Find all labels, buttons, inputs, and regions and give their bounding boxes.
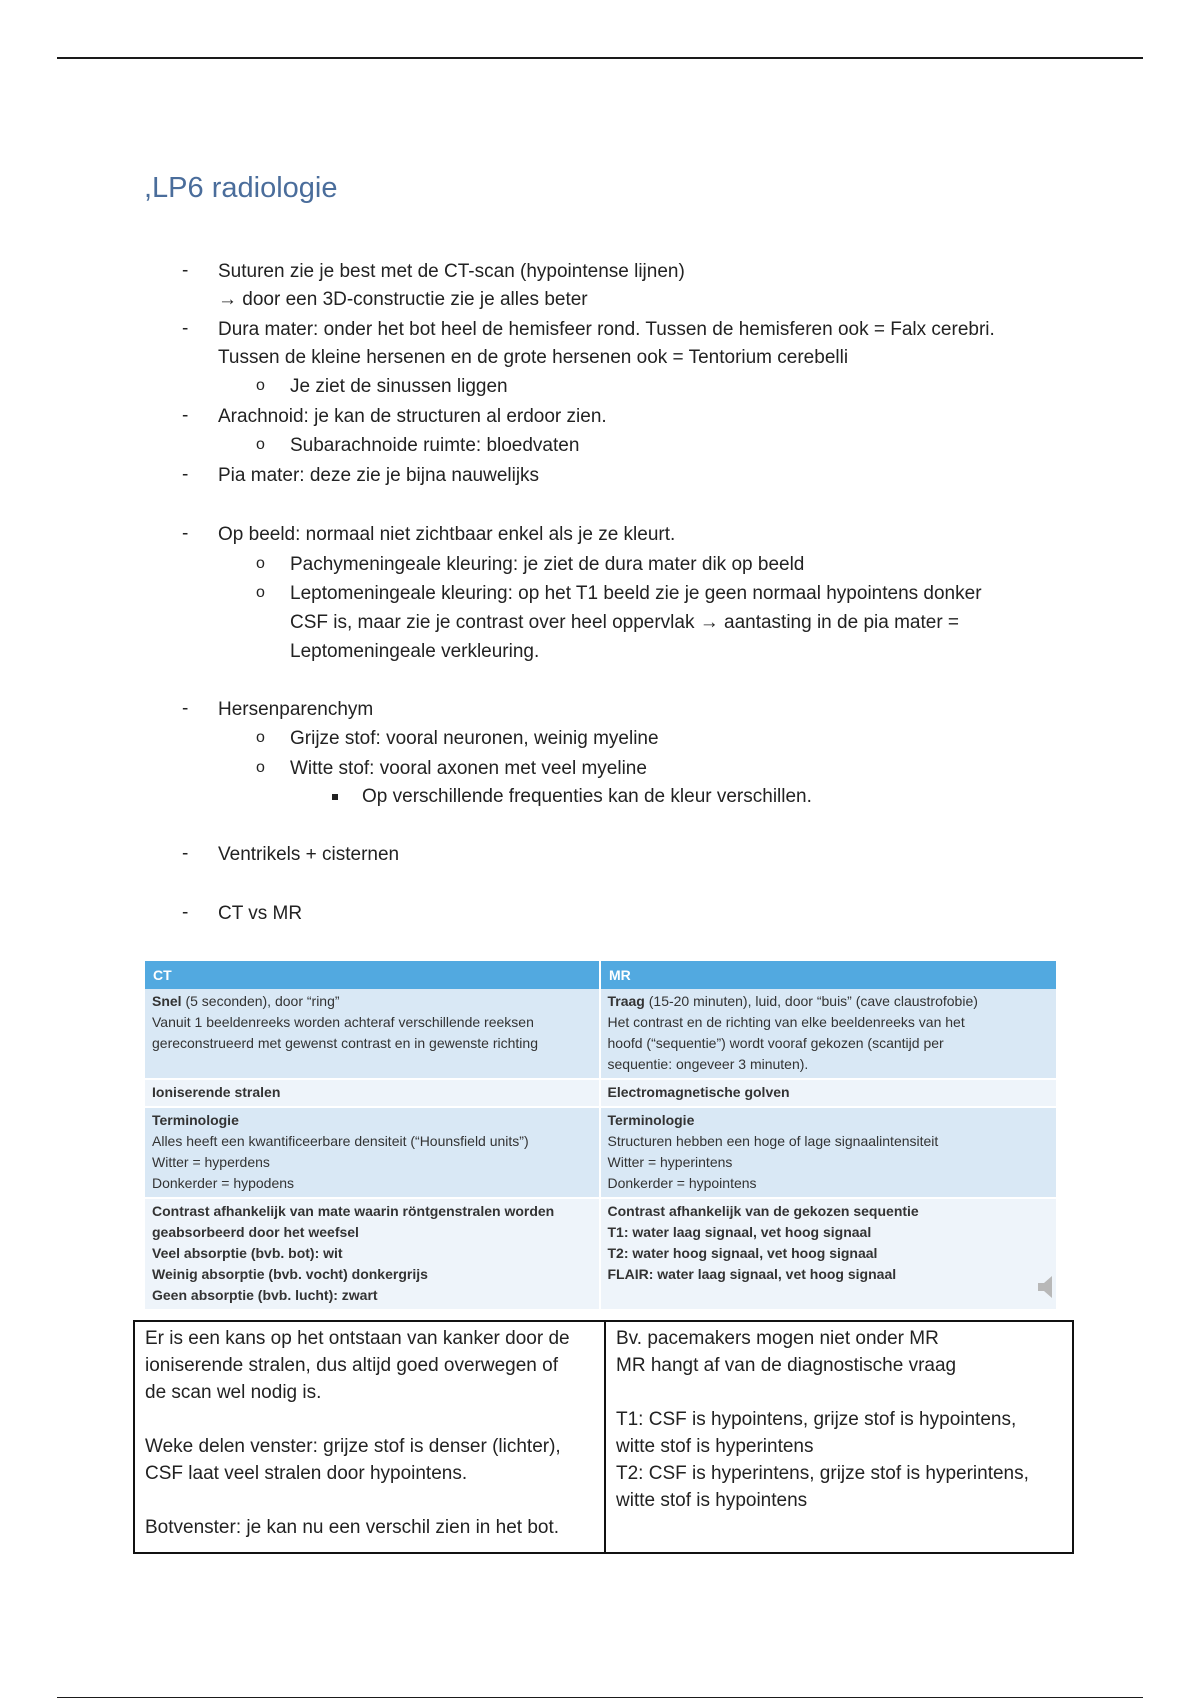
circle-bullet: o	[256, 377, 265, 394]
notes-table	[133, 1320, 1074, 1554]
list-item-suturen-cont: → door een 3D-constructie zie je alles beter	[218, 289, 588, 310]
dash-bullet: -	[182, 405, 189, 426]
table-cell: Contrast afhankelijk van mate waarin röntgenstralen worden geabsorbeerd door het weefsel Veel absorptie (bvb. bot): wit Weinig absorptie (bvb. vocht) donkergrijs Geen absorptie (bvb. lucht): zwart	[145, 1199, 601, 1309]
circle-bullet: o	[256, 729, 265, 746]
dash-bullet: -	[182, 464, 189, 485]
dash-bullet: -	[182, 523, 189, 544]
page-title: ,LP6 radiologie	[144, 172, 338, 204]
dash-bullet: -	[182, 843, 189, 864]
table-cell: Snel (5 seconden), door “ring” Vanuit 1 beeldenreeks worden achteraf verschillende reeksen gereconstrueerd met gewenst contrast en in gewenste richting	[145, 989, 601, 1078]
table-cell: Electromagnetische golven	[607, 1084, 790, 1100]
top-rule	[57, 57, 1143, 59]
list-item-ct-vs-mr: CT vs MR	[218, 903, 303, 924]
table-cell: Contrast afhankelijk van de gekozen sequentie T1: water laag signaal, vet hoog signaal T2: water hoog signaal, vet hoog signaal FLAIR: water laag signaal, vet hoog signaal	[607, 1203, 919, 1282]
notes-mr-column: Bv. pacemakers mogen niet onder MR MR hangt af van de diagnostische vraag T1: CSF is hypointens, grijze stof is hypointens, witte stof is hyperintens T2: CSF is hyperintens, grijze stof is hyperintens, witte stof is hypointens	[616, 1328, 1029, 1511]
list-item-arachnoid: Arachnoid: je kan de structuren al erdoor zien.	[218, 406, 607, 427]
sub-item-witte-stof: Witte stof: vooral axonen met veel myeline	[290, 758, 647, 779]
list-item-hersenparenchym: Hersenparenchym	[218, 699, 374, 720]
dash-bullet: -	[182, 318, 189, 339]
notes-ct-column: Er is een kans op het ontstaan van kanker door de ioniserende stralen, dus altijd goed overwegen of de scan wel nodig is. Weke delen venster: grijze stof is denser (lichter), CSF laat veel stralen door hypointens. Botvenster: je kan nu een verschil zien in het bot.	[135, 1322, 606, 1552]
table-header	[145, 961, 1056, 989]
circle-bullet: o	[256, 759, 265, 776]
table-cell: Terminologie Alles heeft een kwantificeerbare densiteit (“Hounsfield units”) Witter = hyperdens Donkerder = hypodens	[145, 1108, 601, 1197]
list-item-op-beeld: Op beeld: normaal niet zichtbaar enkel als je ze kleurt.	[218, 524, 676, 545]
sub-sub-item-frequenties: Op verschillende frequenties kan de kleur verschillen.	[362, 786, 812, 807]
sub-item-grijze-stof: Grijze stof: vooral neuronen, weinig myeline	[290, 728, 659, 749]
table-cell: Terminologie Structuren hebben een hoge of lage signaalintensiteit Witter = hyperintens Donkerder = hypointens	[607, 1112, 939, 1191]
dash-bullet: -	[182, 260, 189, 281]
sub-item-subarachnoide: Subarachnoide ruimte: bloedvaten	[290, 435, 580, 456]
list-item-pia: Pia mater: deze zie je bijna nauwelijks	[218, 465, 540, 486]
header-mr: MR	[609, 967, 631, 983]
dash-bullet: -	[182, 698, 189, 719]
square-bullet	[332, 794, 338, 800]
table-cell: Traag (15-20 minuten), luid, door “buis” (cave claustrofobie) Het contrast en de richting van elke beeldenreeks van het hoofd (“sequentie”) wordt vooraf gekozen (scantijd per sequentie: ongeveer 3 minuten).	[607, 993, 978, 1072]
circle-bullet: o	[256, 584, 265, 601]
circle-bullet: o	[256, 436, 265, 453]
sub-item-lepto-cont2: Leptomeningeale verkleuring.	[290, 641, 540, 662]
list-item-dura-cont: Tussen de kleine hersenen en de grote hersenen ook = Tentorium cerebelli	[218, 347, 849, 368]
ct-mr-comparison-table	[145, 961, 1056, 1311]
list-item-ventrikels: Ventrikels + cisternen	[218, 844, 400, 865]
table-cell: Ioniserende stralen	[145, 1080, 601, 1106]
sub-item-lepto: Leptomeningeale kleuring: op het T1 beeld zie je geen normaal hypointens donker	[290, 583, 982, 604]
table-row	[145, 989, 1056, 1080]
sub-item-lepto-cont1: CSF is, maar zie je contrast over heel oppervlak → aantasting in de pia mater =	[290, 612, 960, 633]
table-row	[145, 1080, 1056, 1108]
speaker-icon[interactable]	[1036, 1273, 1056, 1301]
sub-item-pachy: Pachymeningeale kleuring: je ziet de dura mater dik op beeld	[290, 554, 805, 575]
sub-item-sinussen: Je ziet de sinussen liggen	[290, 376, 508, 397]
bottom-rule	[57, 1697, 1143, 1698]
list-item-suturen: Suturen zie je best met de CT-scan (hypointense lijnen)	[218, 261, 685, 282]
header-ct: CT	[145, 961, 601, 989]
list-item-dura: Dura mater: onder het bot heel de hemisfeer rond. Tussen de hemisferen ook = Falx cerebri.	[218, 319, 995, 340]
table-row	[145, 1199, 1056, 1311]
table-row	[145, 1108, 1056, 1199]
dash-bullet: -	[182, 902, 189, 923]
circle-bullet: o	[256, 555, 265, 572]
